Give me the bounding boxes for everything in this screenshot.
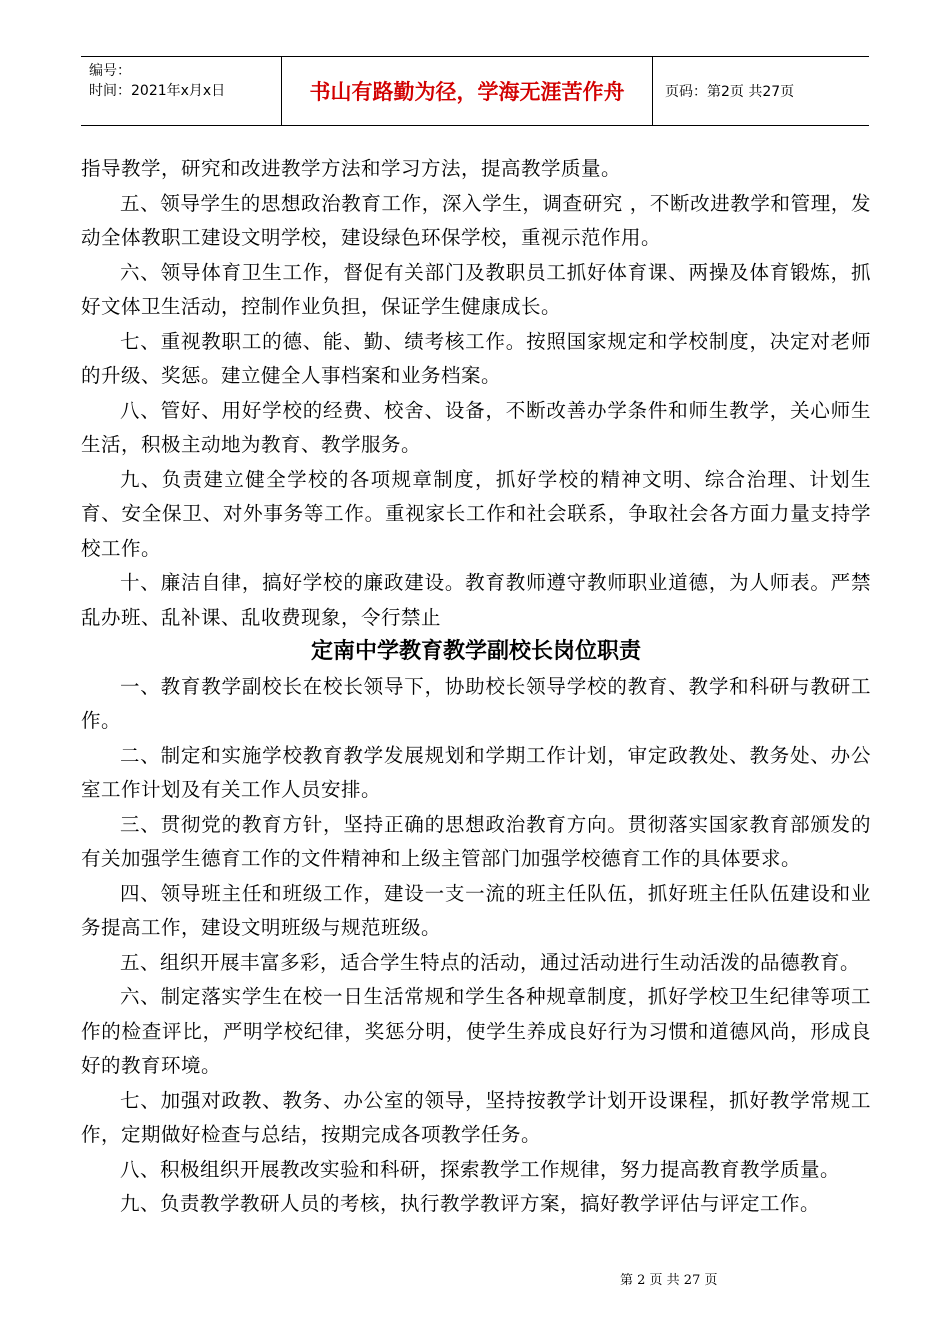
header-page-info: 页码：第2页 共27页 <box>665 84 795 100</box>
paragraph: 指导教学，研究和改进教学方法和学习方法，提高教学质量。 <box>81 157 622 180</box>
paragraph: 二、制定和实施学校教育教学发展规划和学期工作计划，审定政教处、教务处、办公室工作计划及有关工作人员安排。 <box>81 743 871 801</box>
paragraph: 九、负责建立健全学校的各项规章制度，抓好学校的精神文明、综合治理、计划生育、安全保卫、对外事务等工作。重视家长工作和社会联系，争取社会各方面力量支持学校工作。 <box>81 467 871 560</box>
paragraph: 六、领导体育卫生工作，督促有关部门及教职员工抓好体育课、两操及体育锻炼，抓好文体卫生活动，控制作业负担，保证学生健康成长。 <box>81 260 871 318</box>
paragraph: 一、教育教学副校长在校长领导下，协助校长领导学校的教育、教学和科研与教研工作。 <box>81 674 871 732</box>
paragraph: 五、领导学生的思想政治教育工作，深入学生，调查研究 ，不断改进教学和管理，发动全体教职工建设文明学校，建设绿色环保学校，重视示范作用。 <box>81 191 871 249</box>
paragraph: 八、管好、用好学校的经费、校舍、设备，不断改善办学条件和师生教学，关心师生生活，积极主动地为教育、教学服务。 <box>81 398 871 456</box>
paragraph: 七、加强对政教、教务、办公室的领导，坚持按教学计划开设课程，抓好教学常规工作，定期做好检查与总结，按期完成各项教学任务。 <box>81 1088 871 1146</box>
paragraph: 九、负责教学教研人员的考核，执行教学教评方案，搞好教学评估与评定工作。 <box>120 1192 821 1215</box>
paragraph: 五、组织开展丰富多彩，适合学生特点的活动，通过活动进行生动活泼的品德教育。 <box>120 950 861 974</box>
number-label: 编号： <box>89 63 131 79</box>
paragraph: 六、制定落实学生在校一日生活常规和学生各种规章制度，抓好学校卫生纪律等项工作的检查评比，严明学校纪律，奖惩分明，使学生养成良好行为习惯和道德风尚，形成良好的教育环境。 <box>81 985 871 1077</box>
time-label: 时间：2021年x月x日 <box>89 83 226 99</box>
document-body <box>81 152 871 1222</box>
page-footer: 第 2 页 共 27 页 <box>620 1273 718 1288</box>
header-motto: 书山有路勤为径，学海无涯苦作舟 <box>281 57 653 125</box>
paragraph: 八、积极组织开展教改实验和科研，探索教学工作规律，努力提高教育教学质量。 <box>120 1157 841 1181</box>
section-title: 定南中学教育教学副校长岗位职责 <box>310 639 641 664</box>
paragraph: 四、领导班主任和班级工作，建设一支一流的班主任队伍，抓好班主任队伍建设和业务提高工作，建设文明班级与规范班级。 <box>81 881 871 939</box>
paragraph: 十、廉洁自律，搞好学校的廉政建设。教育教师遵守教师职业道德，为人师表。严禁乱办班、乱补课、乱收费现象，令行禁止 <box>81 571 871 629</box>
document-header <box>81 56 869 126</box>
paragraph: 七、重视教职工的德、能、勤、绩考核工作。按照国家规定和学校制度，决定对老师的升级、奖惩。建立健全人事档案和业务档案。 <box>81 329 871 387</box>
header-meta <box>81 57 281 125</box>
paragraph: 三、贯彻党的教育方针，坚持正确的思想政治教育方向。贯彻落实国家教育部颁发的有关加强学生德育工作的文件精神和上级主管部门加强学校德育工作的具体要求。 <box>81 812 871 870</box>
